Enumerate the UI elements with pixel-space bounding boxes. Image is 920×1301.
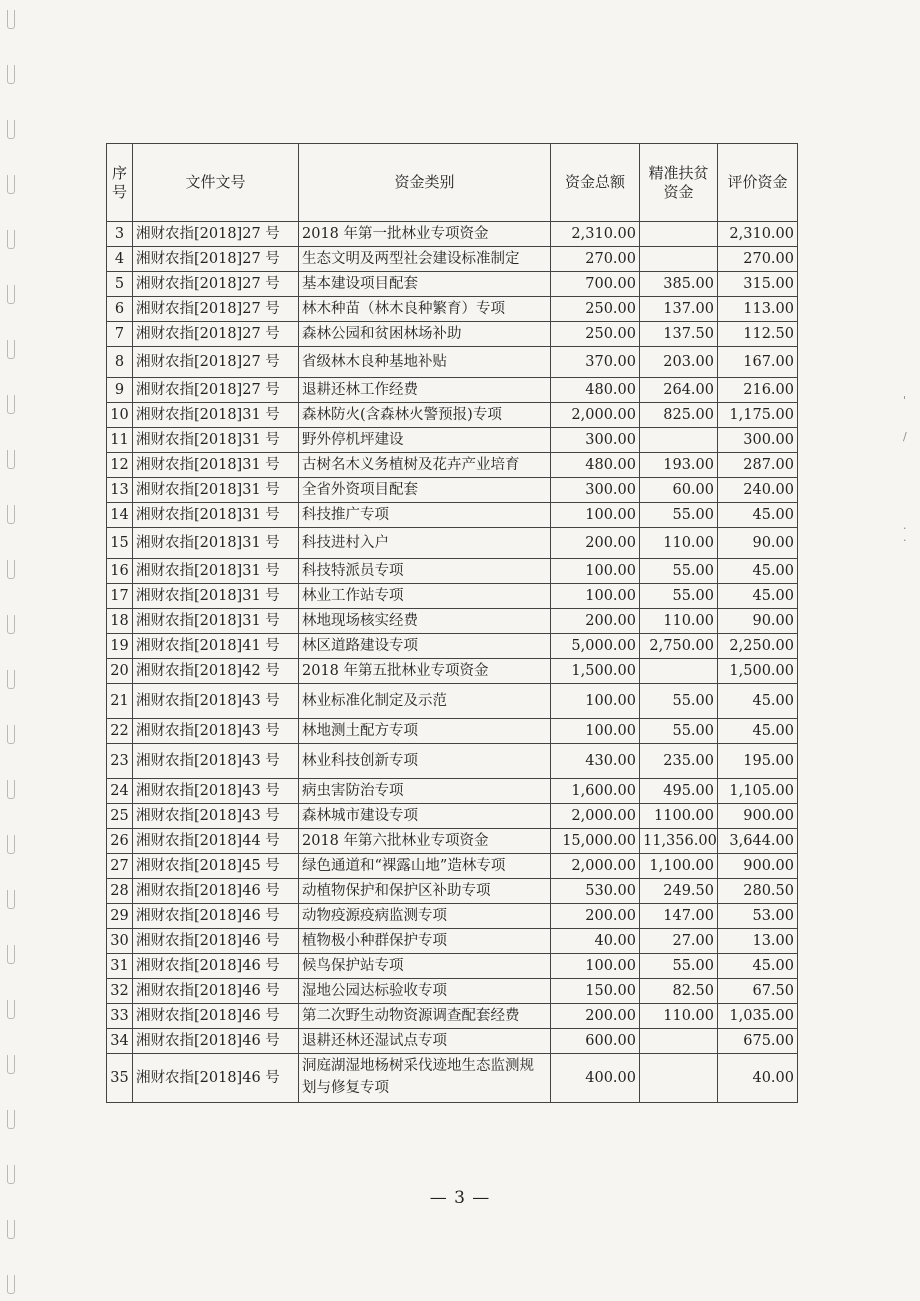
row-poverty-funds <box>640 247 718 272</box>
binding-hole <box>7 560 15 579</box>
binding-hole <box>7 1055 15 1074</box>
row-total: 1,500.00 <box>551 659 640 684</box>
row-total: 200.00 <box>551 528 640 559</box>
row-poverty-funds: 110.00 <box>640 1004 718 1029</box>
table-row <box>107 829 798 854</box>
row-total: 600.00 <box>551 1029 640 1054</box>
table-row <box>107 347 798 378</box>
row-number: 9 <box>107 378 133 403</box>
row-doc-number: 湘财农指[2018]27 号 <box>133 347 299 378</box>
row-doc-number: 湘财农指[2018]27 号 <box>133 272 299 297</box>
row-eval-funds: 45.00 <box>718 503 798 528</box>
table-row <box>107 954 798 979</box>
row-poverty-funds <box>640 222 718 247</box>
row-eval-funds: 53.00 <box>718 904 798 929</box>
row-category: 林地测土配方专项 <box>299 719 551 744</box>
row-eval-funds: 1,105.00 <box>718 779 798 804</box>
row-total: 200.00 <box>551 1004 640 1029</box>
row-total: 2,310.00 <box>551 222 640 247</box>
binding-hole <box>7 10 15 29</box>
row-poverty-funds: 385.00 <box>640 272 718 297</box>
row-poverty-funds <box>640 1029 718 1054</box>
row-eval-funds: 300.00 <box>718 428 798 453</box>
row-number: 31 <box>107 954 133 979</box>
row-poverty-funds: 27.00 <box>640 929 718 954</box>
binding-hole <box>7 1165 15 1184</box>
row-poverty-funds: 495.00 <box>640 779 718 804</box>
row-category: 湿地公园达标验收专项 <box>299 979 551 1004</box>
table-row <box>107 634 798 659</box>
row-total: 100.00 <box>551 719 640 744</box>
row-eval-funds: 3,644.00 <box>718 829 798 854</box>
row-poverty-funds: 55.00 <box>640 954 718 979</box>
row-total: 100.00 <box>551 584 640 609</box>
row-doc-number: 湘财农指[2018]31 号 <box>133 478 299 503</box>
funding-table <box>106 143 798 1103</box>
row-number: 4 <box>107 247 133 272</box>
row-doc-number: 湘财农指[2018]31 号 <box>133 584 299 609</box>
row-category: 退耕还林还湿试点专项 <box>299 1029 551 1054</box>
row-doc-number: 湘财农指[2018]46 号 <box>133 904 299 929</box>
binding-hole <box>7 395 15 414</box>
row-total: 700.00 <box>551 272 640 297</box>
row-number: 33 <box>107 1004 133 1029</box>
table-row <box>107 659 798 684</box>
row-category: 绿色通道和“裸露山地”造林专项 <box>299 854 551 879</box>
header-eval: 评价资金 <box>718 144 798 222</box>
row-number: 7 <box>107 322 133 347</box>
row-doc-number: 湘财农指[2018]31 号 <box>133 428 299 453</box>
binding-hole <box>7 450 15 469</box>
row-doc-number: 湘财农指[2018]41 号 <box>133 634 299 659</box>
table-row <box>107 779 798 804</box>
row-poverty-funds: 203.00 <box>640 347 718 378</box>
row-eval-funds: 1,175.00 <box>718 403 798 428</box>
row-poverty-funds: 147.00 <box>640 904 718 929</box>
row-poverty-funds: 193.00 <box>640 453 718 478</box>
table-row <box>107 684 798 719</box>
row-category: 森林防火(含森林火警预报)专项 <box>299 403 551 428</box>
row-poverty-funds: 55.00 <box>640 503 718 528</box>
row-eval-funds: 270.00 <box>718 247 798 272</box>
row-category: 林业标准化制定及示范 <box>299 684 551 719</box>
page-number: — 3 — <box>429 1188 491 1208</box>
table-row <box>107 1004 798 1029</box>
row-category: 省级林木良种基地补贴 <box>299 347 551 378</box>
row-number: 15 <box>107 528 133 559</box>
row-total: 100.00 <box>551 559 640 584</box>
row-doc-number: 湘财农指[2018]42 号 <box>133 659 299 684</box>
row-doc-number: 湘财农指[2018]31 号 <box>133 503 299 528</box>
row-doc-number: 湘财农指[2018]27 号 <box>133 297 299 322</box>
row-category: 林业工作站专项 <box>299 584 551 609</box>
row-total: 2,000.00 <box>551 854 640 879</box>
table-body <box>107 222 798 1103</box>
row-category: 2018 年第六批林业专项资金 <box>299 829 551 854</box>
row-total: 250.00 <box>551 297 640 322</box>
row-doc-number: 湘财农指[2018]31 号 <box>133 453 299 478</box>
row-poverty-funds: 110.00 <box>640 528 718 559</box>
row-eval-funds: 287.00 <box>718 453 798 478</box>
row-poverty-funds: 55.00 <box>640 684 718 719</box>
row-category: 植物极小种群保护专项 <box>299 929 551 954</box>
row-poverty-funds: 235.00 <box>640 744 718 779</box>
row-total: 400.00 <box>551 1054 640 1103</box>
table-row <box>107 378 798 403</box>
binding-hole <box>7 1110 15 1129</box>
row-total: 480.00 <box>551 453 640 478</box>
row-number: 23 <box>107 744 133 779</box>
binding-hole <box>7 65 15 84</box>
row-poverty-funds: 264.00 <box>640 378 718 403</box>
row-number: 24 <box>107 779 133 804</box>
row-eval-funds: 90.00 <box>718 528 798 559</box>
row-poverty-funds: 2,750.00 <box>640 634 718 659</box>
row-category: 科技推广专项 <box>299 503 551 528</box>
header-poverty <box>640 144 718 222</box>
row-category: 退耕还林工作经费 <box>299 378 551 403</box>
row-doc-number: 湘财农指[2018]27 号 <box>133 222 299 247</box>
row-eval-funds: 90.00 <box>718 609 798 634</box>
margin-marks: ' / · · <box>903 394 907 547</box>
row-number: 3 <box>107 222 133 247</box>
row-poverty-funds: 110.00 <box>640 609 718 634</box>
table-row <box>107 322 798 347</box>
row-eval-funds: 675.00 <box>718 1029 798 1054</box>
row-number: 16 <box>107 559 133 584</box>
row-category: 林业科技创新专项 <box>299 744 551 779</box>
row-category: 2018 年第五批林业专项资金 <box>299 659 551 684</box>
row-category: 洞庭湖湿地杨树采伐迹地生态监测规划与修复专项 <box>299 1054 551 1103</box>
row-number: 35 <box>107 1054 133 1103</box>
row-number: 5 <box>107 272 133 297</box>
row-number: 27 <box>107 854 133 879</box>
row-category: 林木种苗（林木良种繁育）专项 <box>299 297 551 322</box>
row-category: 林地现场核实经费 <box>299 609 551 634</box>
row-doc-number: 湘财农指[2018]27 号 <box>133 322 299 347</box>
row-eval-funds: 67.50 <box>718 979 798 1004</box>
binding-hole <box>7 725 15 744</box>
row-eval-funds: 240.00 <box>718 478 798 503</box>
row-doc-number: 湘财农指[2018]43 号 <box>133 719 299 744</box>
row-poverty-funds <box>640 428 718 453</box>
row-total: 250.00 <box>551 322 640 347</box>
row-doc-number: 湘财农指[2018]46 号 <box>133 879 299 904</box>
row-poverty-funds: 1100.00 <box>640 804 718 829</box>
row-total: 2,000.00 <box>551 804 640 829</box>
row-number: 30 <box>107 929 133 954</box>
row-poverty-funds: 55.00 <box>640 559 718 584</box>
row-category: 动物疫源疫病监测专项 <box>299 904 551 929</box>
row-number: 13 <box>107 478 133 503</box>
row-number: 26 <box>107 829 133 854</box>
row-eval-funds: 2,250.00 <box>718 634 798 659</box>
row-total: 2,000.00 <box>551 403 640 428</box>
row-doc-number: 湘财农指[2018]46 号 <box>133 954 299 979</box>
row-total: 200.00 <box>551 904 640 929</box>
binding-hole <box>7 615 15 634</box>
row-category: 科技特派员专项 <box>299 559 551 584</box>
row-total: 200.00 <box>551 609 640 634</box>
row-category: 野外停机坪建设 <box>299 428 551 453</box>
row-doc-number: 湘财农指[2018]43 号 <box>133 779 299 804</box>
row-category: 2018 年第一批林业专项资金 <box>299 222 551 247</box>
row-eval-funds: 45.00 <box>718 954 798 979</box>
row-eval-funds: 2,310.00 <box>718 222 798 247</box>
binding-hole <box>7 1275 15 1294</box>
header-doc-no: 文件文号 <box>133 144 299 222</box>
row-doc-number: 湘财农指[2018]46 号 <box>133 979 299 1004</box>
table-row <box>107 403 798 428</box>
row-total: 1,600.00 <box>551 779 640 804</box>
binding-hole <box>7 505 15 524</box>
row-eval-funds: 40.00 <box>718 1054 798 1103</box>
row-total: 530.00 <box>551 879 640 904</box>
binding-hole <box>7 1220 15 1239</box>
table-row <box>107 453 798 478</box>
row-number: 8 <box>107 347 133 378</box>
binding-hole <box>7 285 15 304</box>
row-number: 20 <box>107 659 133 684</box>
row-doc-number: 湘财农指[2018]46 号 <box>133 929 299 954</box>
row-number: 12 <box>107 453 133 478</box>
row-category: 病虫害防治专项 <box>299 779 551 804</box>
row-poverty-funds: 249.50 <box>640 879 718 904</box>
row-poverty-funds <box>640 659 718 684</box>
row-number: 10 <box>107 403 133 428</box>
row-total: 100.00 <box>551 684 640 719</box>
header-poverty-text: 精准扶贫 资金 <box>648 163 709 201</box>
binding-hole <box>7 835 15 854</box>
table-row <box>107 478 798 503</box>
row-number: 29 <box>107 904 133 929</box>
row-category: 古树名木义务植树及花卉产业培育 <box>299 453 551 478</box>
row-doc-number: 湘财农指[2018]43 号 <box>133 744 299 779</box>
row-poverty-funds: 825.00 <box>640 403 718 428</box>
row-eval-funds: 113.00 <box>718 297 798 322</box>
table-row <box>107 854 798 879</box>
table-row <box>107 222 798 247</box>
row-category: 基本建设项目配套 <box>299 272 551 297</box>
row-poverty-funds: 11,356.00 <box>640 829 718 854</box>
row-number: 34 <box>107 1029 133 1054</box>
row-doc-number: 湘财农指[2018]31 号 <box>133 528 299 559</box>
row-eval-funds: 216.00 <box>718 378 798 403</box>
binding-hole <box>7 780 15 799</box>
row-number: 6 <box>107 297 133 322</box>
row-doc-number: 湘财农指[2018]31 号 <box>133 609 299 634</box>
row-number: 17 <box>107 584 133 609</box>
table-row <box>107 744 798 779</box>
table-row <box>107 559 798 584</box>
row-doc-number: 湘财农指[2018]27 号 <box>133 247 299 272</box>
row-poverty-funds <box>640 1054 718 1103</box>
binding-hole <box>7 340 15 359</box>
binding-holes <box>4 0 20 1301</box>
row-number: 18 <box>107 609 133 634</box>
row-category: 生态文明及两型社会建设标准制定 <box>299 247 551 272</box>
binding-hole <box>7 945 15 964</box>
row-total: 5,000.00 <box>551 634 640 659</box>
table-row <box>107 528 798 559</box>
table-row <box>107 979 798 1004</box>
row-poverty-funds: 60.00 <box>640 478 718 503</box>
table-row <box>107 247 798 272</box>
row-total: 430.00 <box>551 744 640 779</box>
table-row <box>107 879 798 904</box>
table-row <box>107 272 798 297</box>
row-total: 480.00 <box>551 378 640 403</box>
header-total: 资金总额 <box>551 144 640 222</box>
row-category: 科技进村入户 <box>299 528 551 559</box>
table-row <box>107 804 798 829</box>
row-poverty-funds: 82.50 <box>640 979 718 1004</box>
row-eval-funds: 1,500.00 <box>718 659 798 684</box>
row-number: 11 <box>107 428 133 453</box>
binding-hole <box>7 120 15 139</box>
row-doc-number: 湘财农指[2018]46 号 <box>133 1054 299 1103</box>
row-eval-funds: 45.00 <box>718 584 798 609</box>
table-row <box>107 609 798 634</box>
row-eval-funds: 167.00 <box>718 347 798 378</box>
row-number: 19 <box>107 634 133 659</box>
row-total: 15,000.00 <box>551 829 640 854</box>
row-category: 森林城市建设专项 <box>299 804 551 829</box>
row-doc-number: 湘财农指[2018]31 号 <box>133 559 299 584</box>
table-row <box>107 428 798 453</box>
row-doc-number: 湘财农指[2018]46 号 <box>133 1029 299 1054</box>
row-total: 150.00 <box>551 979 640 1004</box>
row-eval-funds: 13.00 <box>718 929 798 954</box>
row-doc-number: 湘财农指[2018]44 号 <box>133 829 299 854</box>
table-row <box>107 904 798 929</box>
row-category: 森林公园和贫困林场补助 <box>299 322 551 347</box>
row-number: 28 <box>107 879 133 904</box>
row-eval-funds: 45.00 <box>718 684 798 719</box>
table-row <box>107 929 798 954</box>
row-poverty-funds: 137.50 <box>640 322 718 347</box>
row-eval-funds: 195.00 <box>718 744 798 779</box>
row-category: 林区道路建设专项 <box>299 634 551 659</box>
binding-hole <box>7 175 15 194</box>
header-no <box>107 144 133 222</box>
table-row <box>107 503 798 528</box>
binding-hole <box>7 230 15 249</box>
row-number: 32 <box>107 979 133 1004</box>
row-total: 100.00 <box>551 954 640 979</box>
row-total: 300.00 <box>551 428 640 453</box>
row-eval-funds: 45.00 <box>718 559 798 584</box>
row-total: 370.00 <box>551 347 640 378</box>
row-total: 100.00 <box>551 503 640 528</box>
row-number: 25 <box>107 804 133 829</box>
row-eval-funds: 1,035.00 <box>718 1004 798 1029</box>
row-total: 300.00 <box>551 478 640 503</box>
binding-hole <box>7 1000 15 1019</box>
row-poverty-funds: 55.00 <box>640 719 718 744</box>
row-number: 22 <box>107 719 133 744</box>
row-eval-funds: 280.50 <box>718 879 798 904</box>
row-doc-number: 湘财农指[2018]46 号 <box>133 1004 299 1029</box>
row-category: 动植物保护和保护区补助专项 <box>299 879 551 904</box>
row-number: 21 <box>107 684 133 719</box>
table-row <box>107 297 798 322</box>
row-poverty-funds: 1,100.00 <box>640 854 718 879</box>
row-category: 全省外资项目配套 <box>299 478 551 503</box>
table-row <box>107 1029 798 1054</box>
row-doc-number: 湘财农指[2018]31 号 <box>133 403 299 428</box>
row-eval-funds: 315.00 <box>718 272 798 297</box>
row-poverty-funds: 55.00 <box>640 584 718 609</box>
row-eval-funds: 900.00 <box>718 854 798 879</box>
row-doc-number: 湘财农指[2018]45 号 <box>133 854 299 879</box>
table-row <box>107 719 798 744</box>
binding-hole <box>7 670 15 689</box>
row-doc-number: 湘财农指[2018]43 号 <box>133 804 299 829</box>
table-row <box>107 1054 798 1103</box>
row-category: 第二次野生动物资源调查配套经费 <box>299 1004 551 1029</box>
header-no-text: 序 号 <box>111 163 127 201</box>
row-eval-funds: 45.00 <box>718 719 798 744</box>
row-poverty-funds: 137.00 <box>640 297 718 322</box>
row-category: 候鸟保护站专项 <box>299 954 551 979</box>
binding-hole <box>7 890 15 909</box>
header-category: 资金类别 <box>299 144 551 222</box>
row-doc-number: 湘财农指[2018]43 号 <box>133 684 299 719</box>
row-eval-funds: 112.50 <box>718 322 798 347</box>
table-header-row <box>107 144 798 222</box>
row-eval-funds: 900.00 <box>718 804 798 829</box>
row-total: 40.00 <box>551 929 640 954</box>
row-total: 270.00 <box>551 247 640 272</box>
row-number: 14 <box>107 503 133 528</box>
row-doc-number: 湘财农指[2018]27 号 <box>133 378 299 403</box>
table-row <box>107 584 798 609</box>
